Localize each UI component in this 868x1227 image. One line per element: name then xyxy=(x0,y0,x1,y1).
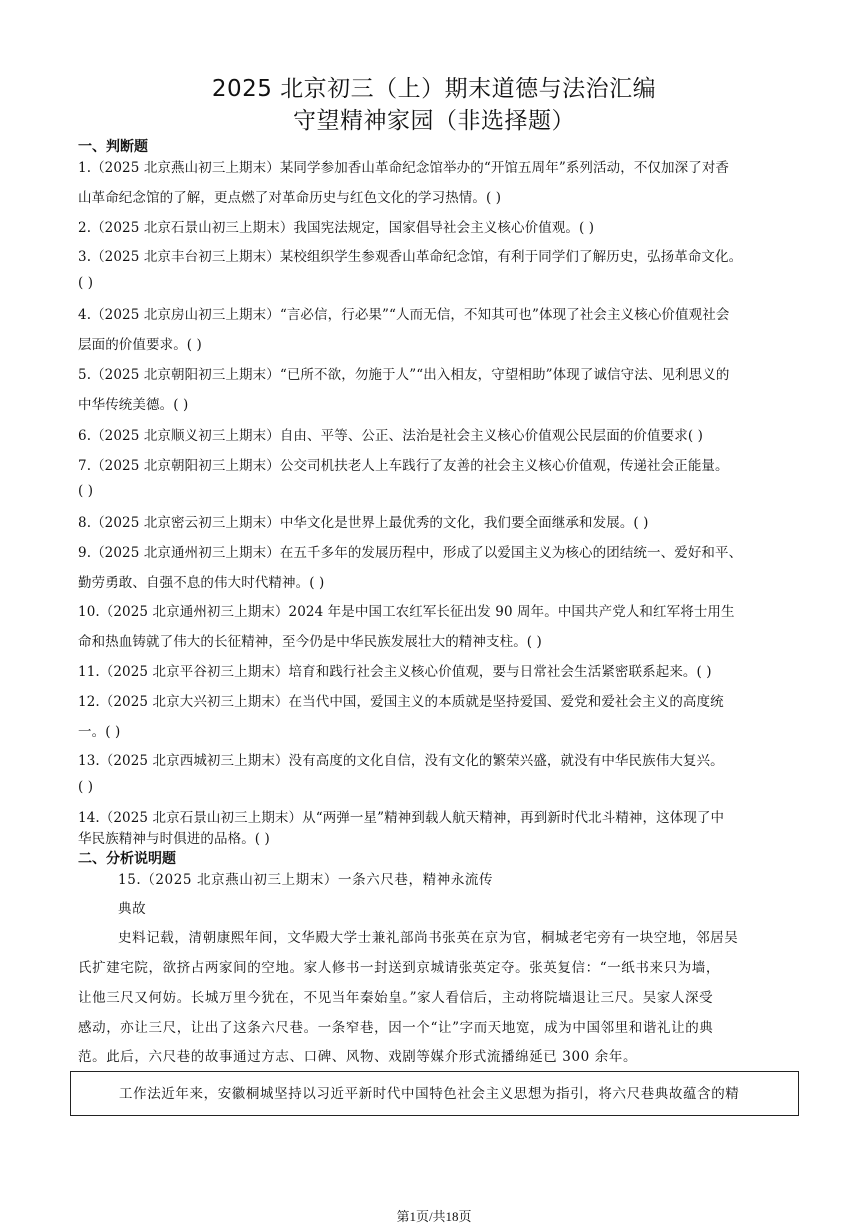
story-paragraph-line: 氏扩建宅院，欲挤占两家间的空地。家人修书一封送到京城请张英定夺。张英复信：“一纸书来只为墙， xyxy=(78,960,720,976)
question-15-subheading: 典故 xyxy=(118,901,147,917)
story-paragraph-line: 让他三尺又何妨。长城万里今犹在，不见当年秦始皇。”家人看信后，主动将院墙退让三尺。吴家人深受 xyxy=(78,990,714,1006)
question-line: 命和热血铸就了伟大的长征精神，至今仍是中华民族发展壮大的精神支柱。( ) xyxy=(78,634,542,650)
question-line: 8.（2025 北京密云初三上期末）中华文化是世界上最优秀的文化，我们要全面继承和发展。( ) xyxy=(78,515,649,531)
question-line: 14.（2025 北京石景山初三上期末）从“两弹一星”精神到载人航天精神，再到新时代北斗精神，这体现了中 xyxy=(78,810,725,826)
question-line: 9.（2025 北京通州初三上期末）在五千多年的发展历程中，形成了以爱国主义为核心的团结统一、爱好和平、 xyxy=(78,545,743,561)
question-15-head: 15.（2025 北京燕山初三上期末）一条六尺巷，精神永流传 xyxy=(118,872,494,888)
document-subtitle: 守望精神家园（非选择题） xyxy=(293,108,575,134)
material-box-text: 工作法近年来，安徽桐城坚持以习近平新时代中国特色社会主义思想为指引，将六尺巷典故蕴含的精 xyxy=(119,1086,740,1102)
question-line: ( ) xyxy=(78,275,94,291)
question-line: ( ) xyxy=(78,779,94,795)
question-line: 7.（2025 北京朝阳初三上期末）公交司机扶老人上车践行了友善的社会主义核心价值观，传递社会正能量。 xyxy=(78,458,729,474)
question-line: 4.（2025 北京房山初三上期末）“言必信，行必果”“人而无信，不知其可也”体现了社会主义核心价值观社会 xyxy=(78,307,730,323)
question-line: 5.（2025 北京朝阳初三上期末）“已所不欲，勿施于人”“出入相友，守望相助”体现了诚信守法、见利思义的 xyxy=(78,367,730,383)
question-line: ( ) xyxy=(78,483,94,499)
question-line: 一。( ) xyxy=(78,724,121,740)
page-number: 第1页/共18页 xyxy=(396,1209,472,1224)
question-line: 6.（2025 北京顺义初三上期末）自由、平等、公正、法治是社会主义核心价值观公民层面的价值要求( ) xyxy=(78,428,703,444)
question-line: 层面的价值要求。( ) xyxy=(78,337,202,353)
question-line: 3.（2025 北京丰台初三上期末）某校组织学生参观香山革命纪念馆，有利于同学们了解历史，弘扬革命文化。 xyxy=(78,249,743,265)
material-box xyxy=(70,1071,799,1116)
question-line: 山革命纪念馆的了解，更点燃了对革命历史与红色文化的学习热情。( ) xyxy=(78,190,502,206)
question-line: 2.（2025 北京石景山初三上期末）我国宪法规定，国家倡导社会主义核心价值观。( ) xyxy=(78,220,595,236)
section-heading-analysis: 二、分析说明题 xyxy=(78,851,176,867)
question-line: 华民族精神与时俱进的品格。( ) xyxy=(78,831,270,847)
question-line: 13.（2025 北京西城初三上期末）没有高度的文化自信，没有文化的繁荣兴盛，就没有中华民族伟大复兴。 xyxy=(78,753,724,769)
question-line: 11.（2025 北京平谷初三上期末）培育和践行社会主义核心价值观，要与日常社会生活紧密联系起来。( ) xyxy=(78,664,712,680)
question-line: 1.（2025 北京燕山初三上期末）某同学参加香山革命纪念馆举办的“开馆五周年”系列活动，不仅加深了对香 xyxy=(78,160,730,176)
story-paragraph-line: 感动，亦让三尺，让出了这条六尺巷。一条窄巷，因一个“让”字而天地宽，成为中国邻里和谐礼让的典 xyxy=(78,1020,714,1036)
section-heading-judgement: 一、判断题 xyxy=(78,139,148,155)
question-line: 中华传统美德。( ) xyxy=(78,397,189,413)
question-line: 10.（2025 北京通州初三上期末）2024 年是中国工农红军长征出发 90 周年。中国共产党人和红军将士用生 xyxy=(78,604,735,620)
document-title: 2025 北京初三（上）期末道德与法治汇编 xyxy=(211,76,657,102)
story-paragraph-line: 范。此后，六尺巷的故事通过方志、口碑、风物、戏剧等媒介形式流播绵延已 300 余年。 xyxy=(78,1049,638,1065)
question-line: 勤劳勇敢、自强不息的伟大时代精神。( ) xyxy=(78,575,325,591)
question-line: 12.（2025 北京大兴初三上期末）在当代中国，爱国主义的本质就是坚持爱国、爱党和爱社会主义的高度统 xyxy=(78,694,724,710)
story-paragraph-line: 史料记载，清朝康熙年间，文华殿大学士兼礼部尚书张英在京为官，桐城老宅旁有一块空地，邻居吴 xyxy=(118,930,739,946)
